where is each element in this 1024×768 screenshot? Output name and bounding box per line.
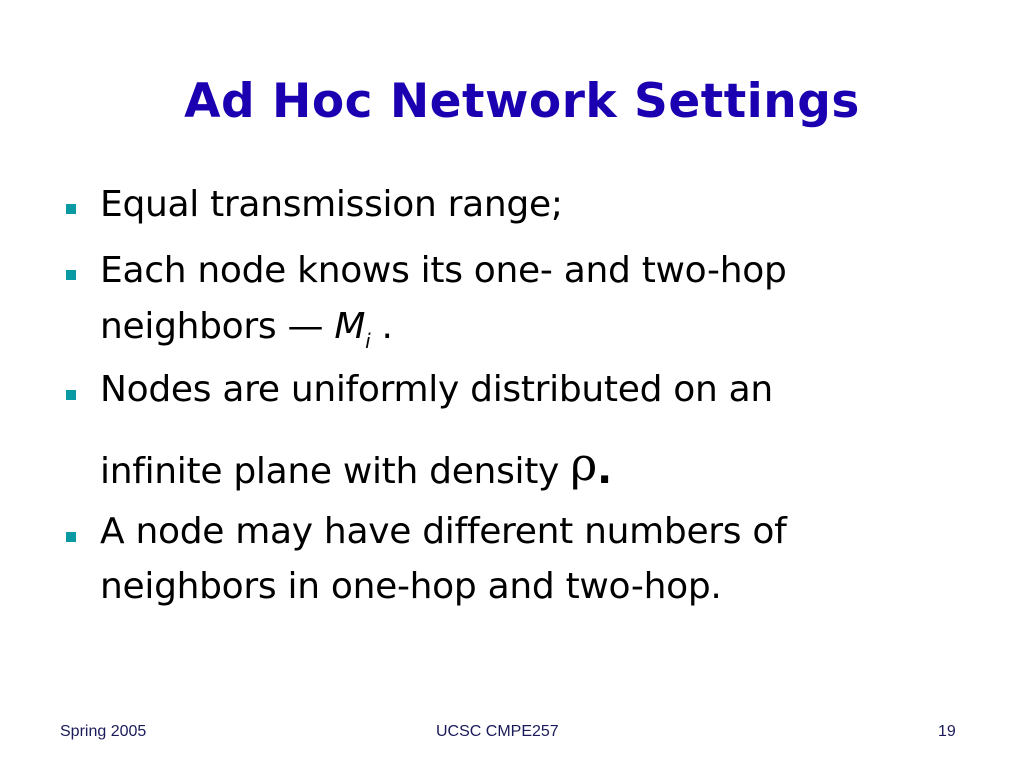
bullet-2-line-2-prefix: neighbors — bbox=[100, 306, 335, 347]
math-variable-m: M bbox=[334, 306, 366, 347]
footer-page-number: 19 bbox=[938, 723, 956, 740]
bullet-2-line-2-suffix: . bbox=[370, 306, 393, 347]
footer-date: Spring 2005 bbox=[60, 723, 147, 740]
bullet-marker-1 bbox=[66, 204, 76, 214]
bullet-3-line-2-suffix: . bbox=[596, 447, 612, 493]
bullet-3-line-2-prefix: infinite plane with density bbox=[100, 451, 571, 492]
slide-title: Ad Hoc Network Settings bbox=[184, 74, 860, 129]
math-symbol-rho: ρ bbox=[570, 437, 597, 491]
bullet-marker-4 bbox=[66, 532, 76, 542]
bullet-marker-3 bbox=[66, 390, 76, 400]
bullet-3-line-1: Nodes are uniformly distributed on an bbox=[100, 369, 773, 410]
bullet-2-line-2 bbox=[100, 306, 393, 353]
footer-course: UCSC CMPE257 bbox=[436, 723, 559, 740]
bullet-marker-2 bbox=[66, 270, 76, 280]
bullet-4-line-1: A node may have different numbers of bbox=[100, 511, 787, 552]
bullet-4-line-2: neighbors in one-hop and two-hop. bbox=[100, 566, 722, 607]
bullet-2-line-1: Each node knows its one- and two-hop bbox=[100, 250, 787, 291]
bullet-3-line-2 bbox=[100, 437, 612, 494]
bullet-1-line-1: Equal transmission range; bbox=[100, 184, 563, 225]
math-subscript-i: i bbox=[365, 329, 371, 353]
